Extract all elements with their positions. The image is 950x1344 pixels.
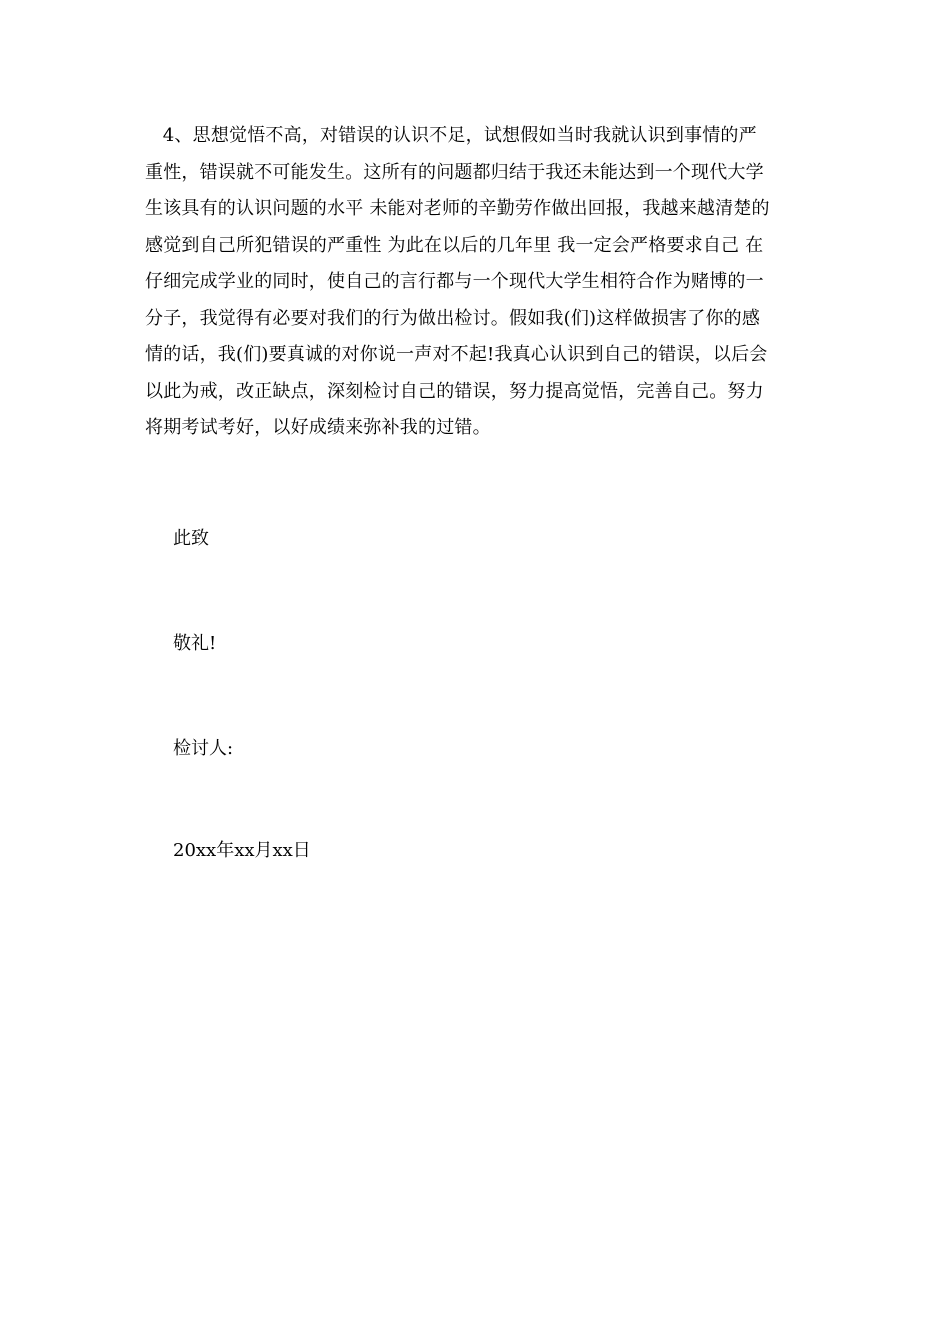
paragraph-line: 以此为戒，改正缺点，深刻检讨自己的错误，努力提高觉悟，完善自己。努力 — [145, 380, 764, 402]
paragraph-line: 情的话，我(们)要真诚的对你说一声对不起!我真心认识到自己的错误，以后会 — [145, 344, 768, 365]
paragraph-line: 感觉到自己所犯错误的严重性 为此在以后的几年里 我一定会严格要求自己 在 — [145, 234, 764, 256]
body-paragraph — [145, 118, 810, 447]
paragraph-line: 4、思想觉悟不高，对错误的认识不足，试想假如当时我就认识到事情的严 — [145, 125, 757, 146]
signer-label: 检讨人: — [173, 738, 234, 759]
paragraph-line: 分子，我觉得有必要对我们的行为做出检讨。假如我(们)这样做损害了你的感 — [145, 307, 761, 329]
paragraph-line: 仔细完成学业的同时，使自己的言行都与一个现代大学生相符合作为赌博的一 — [145, 271, 764, 292]
closing-regards: 敬礼! — [173, 633, 217, 654]
paragraph-line: 重性，错误就不可能发生。这所有的问题都归结于我还未能达到一个现代大学 — [145, 161, 764, 183]
closing-salutation: 此致 — [173, 528, 209, 549]
paragraph-line: 生该具有的认识问题的水平 未能对老师的辛勤劳作做出回报，我越来越清楚的 — [145, 198, 770, 219]
document-date: 20xx年xx月xx日 — [173, 840, 311, 861]
paragraph-line: 将期考试考好，以好成绩来弥补我的过错。 — [145, 417, 491, 438]
